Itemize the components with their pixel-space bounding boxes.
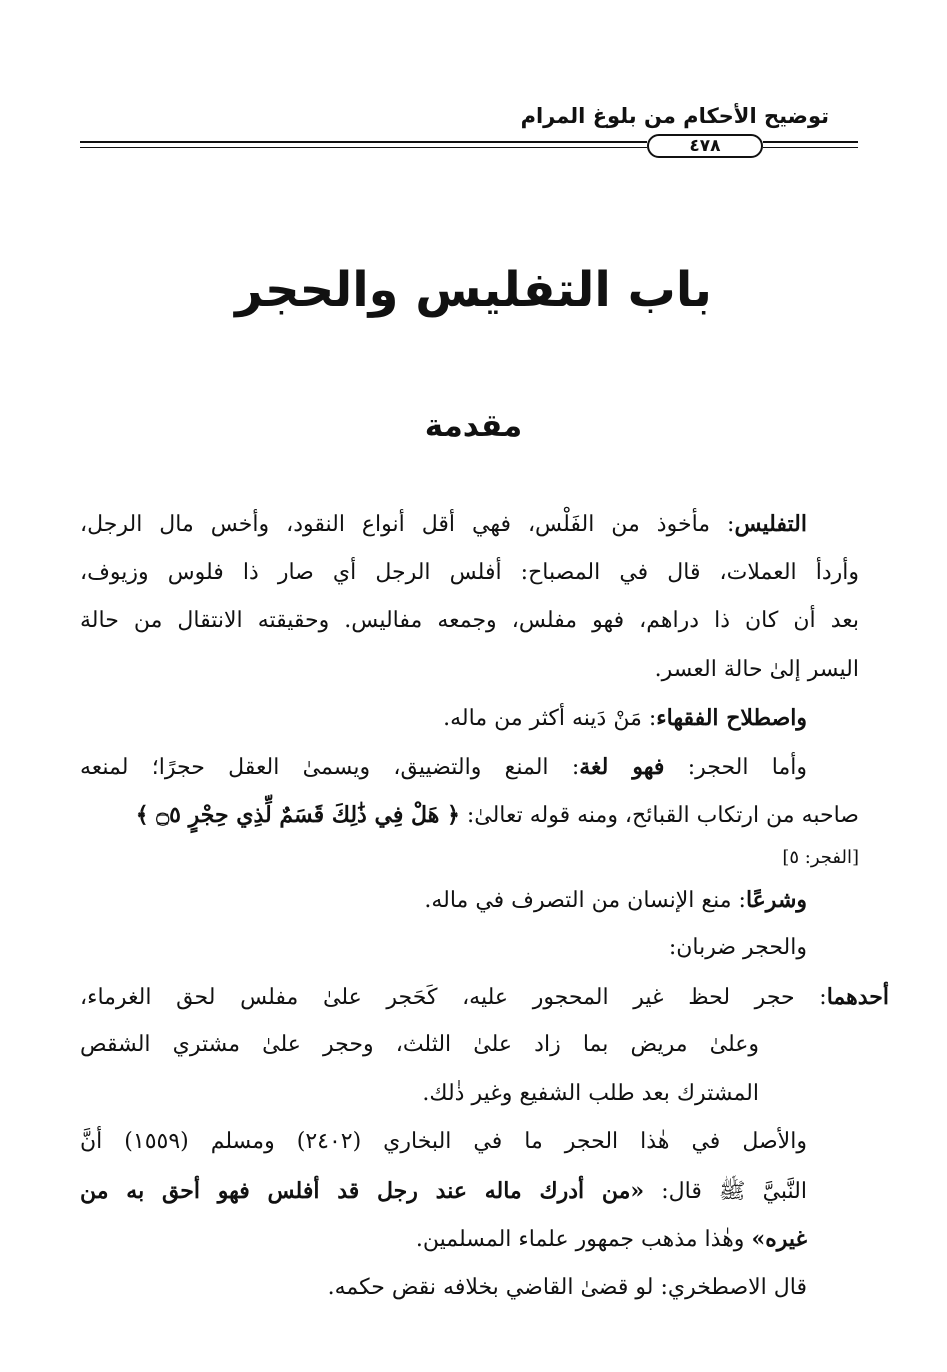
text-span: : مأخوذ من الفَلْس، فهي أقل أنواع النقود، وأخس مال الرجل، [80,512,735,537]
text-span: : المنع والتضييق، ويسمىٰ العقل حجرًا؛ لمنعه [80,754,580,780]
paragraph-line [80,791,859,840]
body-text [80,500,889,1312]
paragraph-line [80,876,859,925]
paragraph-line [80,1167,859,1216]
text-span: : حجر لحظ غير المحجور عليه، كَحَجر علىٰ مفلس لحق الغرماء، [80,984,827,1010]
paragraph-line: والحجر ضربان: [668,935,807,960]
header-rule [80,134,858,158]
paragraph-line: قال الاصطخري: لو قضىٰ القاضي بخلافه نقض حكمه. [327,1274,807,1300]
quran-verse: ﴿ هَلْ فِي ذَٰلِكَ قَسَمٌ لِّذِي حِجْرٍ ۝٥ ﴾ [135,802,460,828]
hadith-text: «من أدرك ماله عند رجل قد أفلس فهو أحق به من [80,1177,645,1204]
text-span: : منع الإنسان من التصرف في ماله. [424,887,746,913]
paragraph-line: بعد أن كان ذا دراهم، فهو مفلس، وجمعه مفاليس. وحقيقته الانتقال من حالة [80,608,859,633]
term-lugha: فهو لغة [579,753,665,780]
rule-left-bottom [80,147,647,148]
paragraph-line [80,743,859,792]
paragraph-line: المشترك بعد طلب الشفيع وغير ذٰلك. [422,1080,759,1106]
running-header-book-title: توضيح الأحكام من بلوغ المرام [520,104,829,128]
paragraph-line: اليسر إلىٰ حالة العسر. [654,656,859,682]
text-span: النَّبيَّ ﷺ قال: [644,1178,807,1204]
paragraph-line: وأردأ العملات، قال في المصباح: أفلس الرجل أي صار ذا فلوس وزيوف، [80,559,859,585]
term-ahaduhuma: أحدهما [826,983,889,1010]
page-number-badge: ٤٧٨ [647,134,763,158]
paragraph-line [80,694,859,743]
text-span: وأما الحجر: [664,754,808,780]
paragraph-line [80,973,889,1022]
hadith-text: غيره» [751,1226,807,1252]
term-fuqaha: واصطلاح الفقهاء [656,705,807,731]
section-title: مقدمة [424,408,523,444]
rule-left-top [80,141,647,143]
paragraph-line: والأصل في هٰذا الحجر ما في البخاري (٢٤٠٢) ومسلم (١٥٥٩) أنَّ [80,1129,807,1154]
term-sharan: وشرعًا [745,886,807,913]
verse-reference: [الفجر: ٥] [782,846,859,868]
rule-right-bottom [763,147,858,148]
text-span: صاحبه من ارتكاب القبائح، ومنه قوله تعالىٰ: [459,803,859,828]
text-span: وهٰذا مذهب جمهور علماء المسلمين. [415,1227,752,1252]
paragraph-line: وعلىٰ مريض بما زاد علىٰ الثلث، وحجر علىٰ مشتري الشقص [80,1032,759,1057]
paragraph-line [80,500,859,549]
text-span: : مَنْ دَينه أكثر من ماله. [443,706,657,731]
chapter-title: باب التفليس والحجر [235,262,712,318]
term-tafleees: التفليس [734,511,807,537]
rule-right-top [763,141,858,143]
paragraph-line [80,1215,859,1264]
